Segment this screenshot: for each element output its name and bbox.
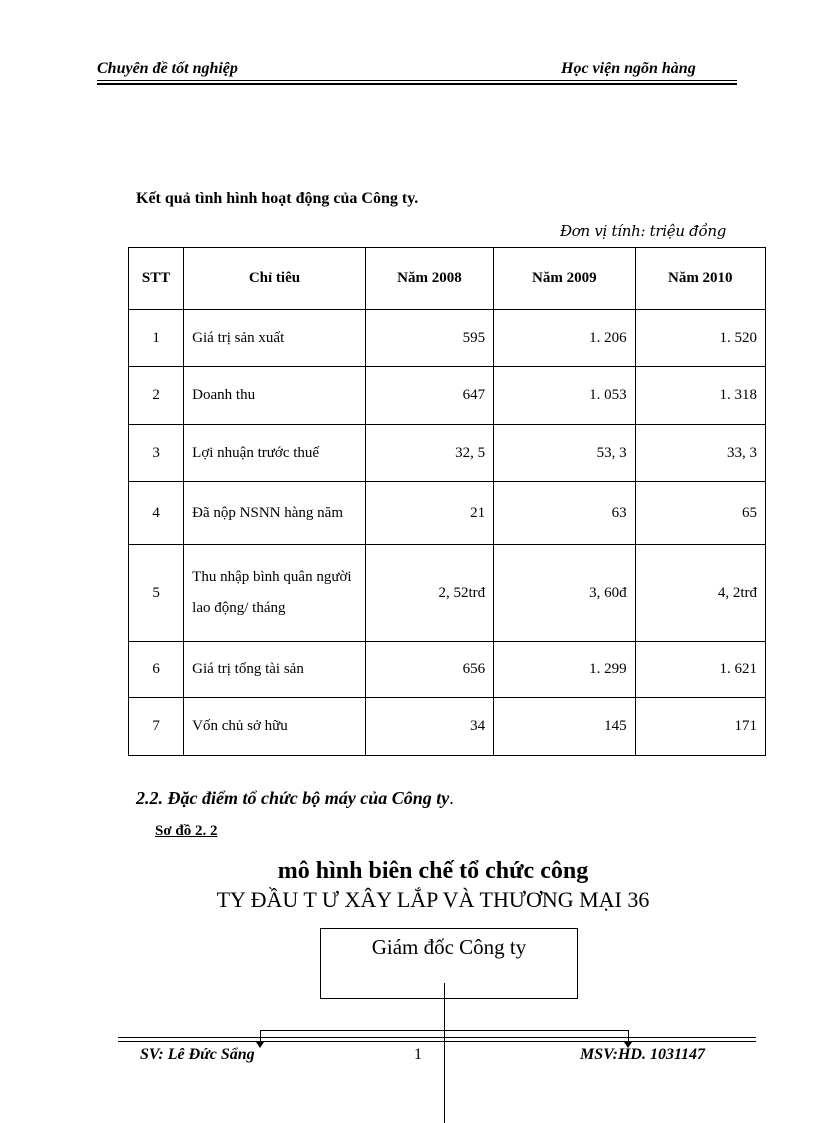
cell-2009: 3, 60đ <box>494 545 635 642</box>
cell-2008: 32, 5 <box>365 425 493 482</box>
section-heading <box>136 788 454 809</box>
cell-2010: 33, 3 <box>635 425 765 482</box>
header-2008: Năm 2008 <box>365 248 493 310</box>
cell-2008: 21 <box>365 482 493 545</box>
cell-stt: 6 <box>129 642 184 698</box>
table-row <box>129 545 766 642</box>
cell-2009: 63 <box>494 482 635 545</box>
cell-name: Thu nhập bình quân người lao động/ tháng <box>184 545 366 642</box>
arrow-down-icon <box>256 1042 264 1048</box>
header-rule <box>97 80 737 81</box>
cell-2008: 2, 52trđ <box>365 545 493 642</box>
cell-name: Doanh thu <box>184 367 366 425</box>
header-stt: STT <box>129 248 184 310</box>
cell-2009: 53, 3 <box>494 425 635 482</box>
header-left-title: Chuyên đề tốt nghiệp <box>97 60 238 77</box>
header-2010: Năm 2010 <box>635 248 765 310</box>
cell-2009: 1. 206 <box>494 310 635 367</box>
director-box: Giám đốc Công ty <box>320 928 578 999</box>
diagram-title: mô hình biên chế tổ chức công <box>277 858 589 884</box>
table-row <box>129 425 766 482</box>
cell-2009: 1. 053 <box>494 367 635 425</box>
section-heading-period: . <box>449 788 454 808</box>
cell-stt: 7 <box>129 698 184 756</box>
section-heading-text: 2.2. Đặc điểm tổ chức bộ máy của Công ty <box>136 788 450 808</box>
footer-student: SV: Lê Đức Sẩng <box>140 1046 255 1063</box>
table-header-row <box>129 248 766 310</box>
cell-2010: 171 <box>635 698 765 756</box>
cell-name: Đã nộp NSNN hàng năm <box>184 482 366 545</box>
cell-2010: 1. 318 <box>635 367 765 425</box>
diagram-label: Sơ đồ 2. 2 <box>155 823 218 839</box>
cell-2009: 1. 299 <box>494 642 635 698</box>
cell-stt: 3 <box>129 425 184 482</box>
cell-2010: 1. 520 <box>635 310 765 367</box>
table-row <box>129 698 766 756</box>
header-rule-thick <box>97 83 737 85</box>
cell-2010: 65 <box>635 482 765 545</box>
header-right-title: Học viện ngõn hàng <box>561 60 696 77</box>
unit-note: Đơn vị tính: triệu đồng <box>560 222 727 240</box>
footer-student-id: MSV:HD. 1031147 <box>580 1046 706 1063</box>
cell-name: Giá trị sản xuất <box>184 310 366 367</box>
cell-2008: 656 <box>365 642 493 698</box>
page-number: 1 <box>414 1046 422 1063</box>
table-row <box>129 310 766 367</box>
cell-name: Giá trị tổng tài sản <box>184 642 366 698</box>
cell-name: Vốn chủ sở hữu <box>184 698 366 756</box>
header-2009: Năm 2009 <box>494 248 635 310</box>
cell-2008: 34 <box>365 698 493 756</box>
cell-2008: 595 <box>365 310 493 367</box>
cell-2008: 647 <box>365 367 493 425</box>
table-row <box>129 367 766 425</box>
table-title: Kết quả tình hình hoạt động của Công ty. <box>136 190 419 207</box>
table-row <box>129 482 766 545</box>
cell-stt: 4 <box>129 482 184 545</box>
cell-2009: 145 <box>494 698 635 756</box>
cell-2010: 1. 621 <box>635 642 765 698</box>
footer-rule <box>118 1037 756 1038</box>
org-connector-horizontal <box>260 1030 628 1031</box>
cell-2010: 4, 2trđ <box>635 545 765 642</box>
cell-stt: 1 <box>129 310 184 367</box>
cell-stt: 5 <box>129 545 184 642</box>
header-indicator: Chỉ tiêu <box>184 248 366 310</box>
table-row <box>129 642 766 698</box>
cell-stt: 2 <box>129 367 184 425</box>
footer-rule-second <box>118 1041 756 1042</box>
org-connector-vertical <box>444 983 445 1123</box>
cell-name: Lợi nhuận trước thuế <box>184 425 366 482</box>
diagram-subtitle: TY ĐẦU T Ư XÂY LẮP VÀ THƯƠNG MẠI 36 <box>216 887 650 912</box>
results-table <box>128 247 766 756</box>
